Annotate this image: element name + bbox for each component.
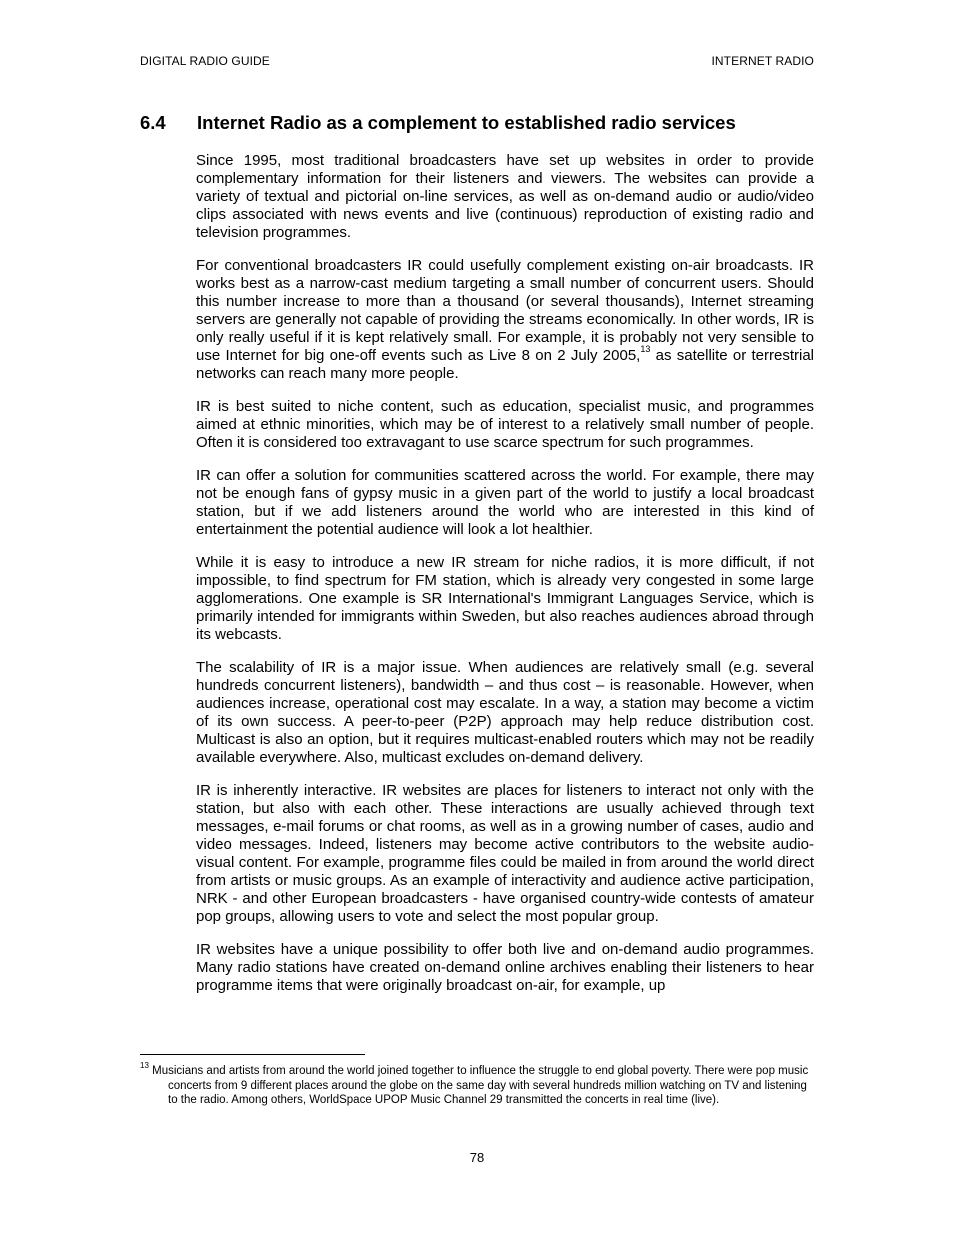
paragraph: IR websites have a unique possibility to offer both live and on-demand audio programmes. Many radio stations have created on-demand online archives enabling their listeners to hear programme items that were originally broadcast on-air, for example, up bbox=[196, 941, 814, 994]
section-title: Internet Radio as a complement to established radio services bbox=[197, 112, 736, 133]
header-left-title: DIGITAL RADIO GUIDE bbox=[140, 54, 270, 68]
footnote-number: 13 bbox=[140, 1061, 149, 1071]
body-text bbox=[196, 152, 814, 995]
paragraph: The scalability of IR is a major issue. When audiences are relatively small (e.g. several hundreds concurrent listeners), bandwidth – and thus cost – is reasonable. However, when audiences increase, operational cost may escalate. In a way, a station may become a victim of its own success. A peer-to-peer (P2P) approach may help reduce distribution cost. Multicast is also an option, but it requires multicast-enabled routers which may not be readily available everywhere. Also, multicast excludes on-demand delivery. bbox=[196, 659, 814, 766]
paragraph: IR is inherently interactive. IR websites are places for listeners to interact not only with the station, but also with each other. These interactions are usually achieved through text messages, e-mail forums or chat rooms, as well as in a growing number of cases, audio and video messages. Indeed, listeners may become active contributors to the website audio-visual content. For example, programme files could be mailed in from around the world direct from artists or music groups. As an example of interactivity and audience active participation, NRK - and other European broadcasters - have organised country-wide contests of amateur pop groups, allowing users to vote and select the most popular group. bbox=[196, 782, 814, 925]
footnote-reference[interactable]: 13 bbox=[640, 344, 651, 354]
paragraph: IR is best suited to niche content, such as education, specialist music, and programmes aimed at ethnic minorities, which may be of interest to a relatively small number of people. Often it is considered too extravagant to use scarce spectrum for such programmes. bbox=[196, 398, 814, 451]
section-heading bbox=[140, 112, 840, 134]
running-header bbox=[140, 54, 814, 68]
paragraph: Since 1995, most traditional broadcasters have set up websites in order to provide complementary information for their listeners and viewers. The websites can provide a variety of textual and pictorial on-line services, as well as on-demand audio or audio/video clips associated with news events and live (continuous) reproduction of existing radio and television programmes. bbox=[196, 152, 814, 241]
footnote-divider bbox=[140, 1054, 365, 1055]
footnote-text: Musicians and artists from around the world joined together to influence the struggle to end global poverty. There were pop music concerts from 9 different places around the globe on the same day with several hundreds million watching on TV and listening to the radio. Among others, WorldSpace UPOP Music Channel 29 transmitted the concerts in real time (live). bbox=[152, 1065, 809, 1106]
footnote bbox=[140, 1061, 816, 1108]
paragraph: While it is easy to introduce a new IR stream for niche radios, it is more difficult, if not impossible, to find spectrum for FM station, which is already very congested in some large agglomerations. One example is SR International's Immigrant Languages Service, which is primarily intended for immigrants within Sweden, but also reaches audiences abroad through its webcasts. bbox=[196, 554, 814, 643]
header-right-title: INTERNET RADIO bbox=[711, 54, 814, 68]
page-number: 78 bbox=[469, 1150, 485, 1165]
paragraph bbox=[196, 257, 814, 383]
paragraph-text: For conventional broadcasters IR could usefully complement existing on-air broadcasts. IR works best as a narrow-cast medium targeting a small number of concurrent users. Should this number increase to more than a thousand (or several thousands), Internet streaming servers are generally not capable of providing the streams economically. In other words, IR is only really useful if it is kept relatively small. For example, it is probably not very sensible to use Internet for big one-off events such as Live 8 on 2 July 2005, bbox=[196, 257, 814, 364]
section-number: 6.4 bbox=[140, 112, 166, 133]
paragraph-text-continued: as satellite or terrestrial networks can reach many more people. bbox=[196, 347, 815, 382]
paragraph: IR can offer a solution for communities scattered across the world. For example, there may not be enough fans of gypsy music in a given part of the world to justify a local broadcast station, but if we add listeners around the world who are interested in this kind of entertainment the potential audience will look a lot healthier. bbox=[196, 467, 814, 538]
